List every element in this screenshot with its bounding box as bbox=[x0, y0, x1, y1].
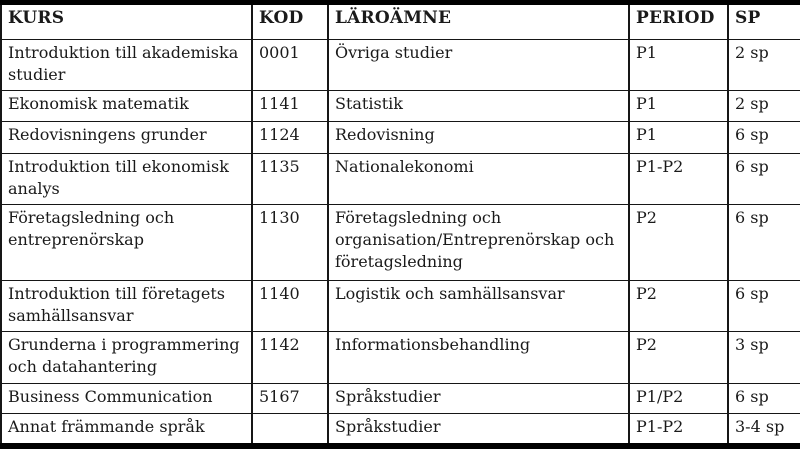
column-header-kod: KOD bbox=[252, 3, 328, 40]
cell-laroamne: Övriga studier bbox=[328, 40, 629, 91]
cell-period: P1/P2 bbox=[629, 384, 728, 414]
cell-sp: 6 sp bbox=[728, 384, 800, 414]
cell-period: P1-P2 bbox=[629, 154, 728, 205]
cell-sp: 2 sp bbox=[728, 40, 800, 91]
cell-period: P2 bbox=[629, 281, 728, 332]
cell-kurs: Introduktion till ekonomisk analys bbox=[1, 154, 252, 205]
cell-kod: 1130 bbox=[252, 205, 328, 281]
table-row bbox=[1, 122, 800, 154]
column-header-sp: SP bbox=[728, 3, 800, 40]
cell-laroamne: Språkstudier bbox=[328, 414, 629, 446]
cell-period: P2 bbox=[629, 205, 728, 281]
cell-laroamne: Statistik bbox=[328, 91, 629, 122]
table-row bbox=[1, 154, 800, 205]
cell-sp: 2 sp bbox=[728, 91, 800, 122]
cell-kod: 1124 bbox=[252, 122, 328, 154]
cell-laroamne: Redovisning bbox=[328, 122, 629, 154]
column-header-laroamne: LÄROÄMNE bbox=[328, 3, 629, 40]
cell-sp: 3-4 sp bbox=[728, 414, 800, 446]
cell-kod: 0001 bbox=[252, 40, 328, 91]
cell-period: P1 bbox=[629, 91, 728, 122]
cell-laroamne: Nationalekonomi bbox=[328, 154, 629, 205]
cell-kod bbox=[252, 414, 328, 446]
cell-period: P2 bbox=[629, 332, 728, 384]
cell-period: P1 bbox=[629, 122, 728, 154]
cell-sp: 6 sp bbox=[728, 281, 800, 332]
cell-sp: 6 sp bbox=[728, 122, 800, 154]
cell-kurs: Introduktion till företagets samhällsansvar bbox=[1, 281, 252, 332]
table-row bbox=[1, 332, 800, 384]
column-header-period: PERIOD bbox=[629, 3, 728, 40]
cell-kurs: Företagsledning och entreprenörskap bbox=[1, 205, 252, 281]
table-row bbox=[1, 414, 800, 446]
cell-kurs: Grunderna i programmering och datahantering bbox=[1, 332, 252, 384]
cell-kod: 1140 bbox=[252, 281, 328, 332]
table-row bbox=[1, 40, 800, 91]
cell-kod: 1135 bbox=[252, 154, 328, 205]
cell-laroamne: Logistik och samhällsansvar bbox=[328, 281, 629, 332]
cell-kurs: Introduktion till akademiska studier bbox=[1, 40, 252, 91]
cell-kod: 5167 bbox=[252, 384, 328, 414]
cell-period: P1 bbox=[629, 40, 728, 91]
cell-sp: 3 sp bbox=[728, 332, 800, 384]
table-row bbox=[1, 205, 800, 281]
column-header-kurs: KURS bbox=[1, 3, 252, 40]
cell-laroamne: Informationsbehandling bbox=[328, 332, 629, 384]
table-row bbox=[1, 91, 800, 122]
cell-laroamne: Språkstudier bbox=[328, 384, 629, 414]
cell-sp: 6 sp bbox=[728, 205, 800, 281]
cell-kurs: Ekonomisk matematik bbox=[1, 91, 252, 122]
table-body bbox=[1, 40, 800, 446]
cell-period: P1-P2 bbox=[629, 414, 728, 446]
cell-kod: 1142 bbox=[252, 332, 328, 384]
cell-kurs: Annat främmande språk bbox=[1, 414, 252, 446]
cell-kurs: Business Communication bbox=[1, 384, 252, 414]
header-row bbox=[1, 3, 800, 40]
table-row bbox=[1, 384, 800, 414]
cell-kurs: Redovisningens grunder bbox=[1, 122, 252, 154]
cell-laroamne: Företagsledning och organisation/Entreprenörskap och företagsledning bbox=[328, 205, 629, 281]
cell-kod: 1141 bbox=[252, 91, 328, 122]
cell-sp: 6 sp bbox=[728, 154, 800, 205]
table-row bbox=[1, 281, 800, 332]
